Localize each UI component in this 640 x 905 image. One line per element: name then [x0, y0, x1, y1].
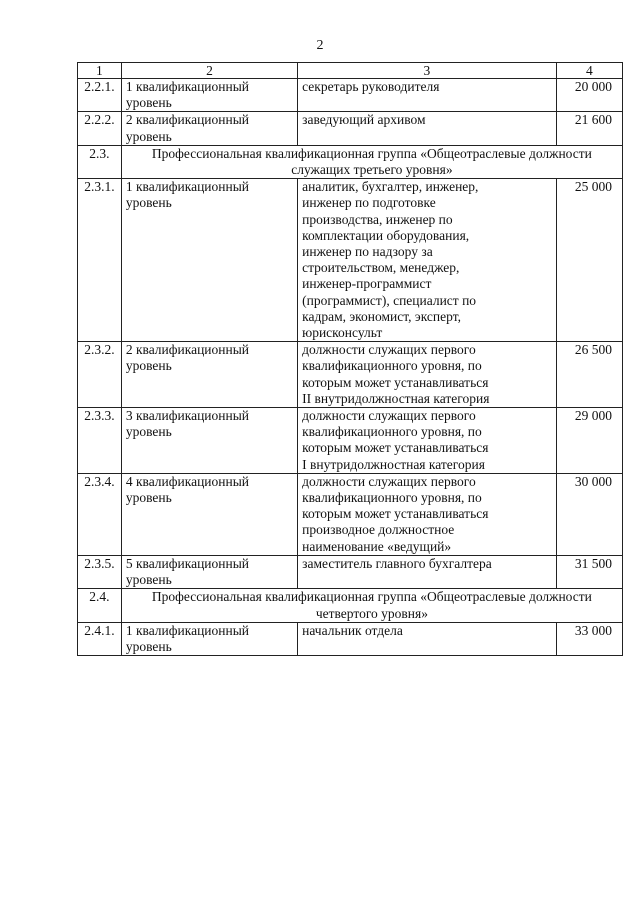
- positions: заведующий архивом: [298, 112, 557, 145]
- salary-value: 29 000: [556, 408, 622, 474]
- group-row: [78, 589, 623, 622]
- qualification-level: 1 квалификационный уровень: [121, 79, 297, 112]
- salary-value: 21 600: [556, 112, 622, 145]
- table-row: [78, 622, 623, 655]
- salary-value: 31 500: [556, 555, 622, 588]
- salary-table-body: [78, 63, 623, 656]
- row-number: 2.3.2.: [78, 342, 122, 408]
- qualification-level: 1 квалификационный уровень: [121, 179, 297, 342]
- salary-value: 33 000: [556, 622, 622, 655]
- positions: должности служащих первого квалификационного уровня, по которым может устанавливаться I внутридолжностная категория: [298, 408, 557, 474]
- positions: должности служащих первого квалификационного уровня, по которым может устанавливаться II внутридолжностная категория: [298, 342, 557, 408]
- row-number: 2.3.: [78, 145, 122, 178]
- table-row: [78, 342, 623, 408]
- group-title: Профессиональная квалификационная группа «Общеотраслевые должности четвертого уровня»: [121, 589, 622, 622]
- row-number: 2.3.3.: [78, 408, 122, 474]
- group-row: [78, 145, 623, 178]
- table-row: [78, 473, 623, 555]
- header-col-1: 1: [78, 63, 122, 79]
- table-row: [78, 408, 623, 474]
- positions: заместитель главного бухгалтера: [298, 555, 557, 588]
- qualification-level: 4 квалификационный уровень: [121, 473, 297, 555]
- group-title: Профессиональная квалификационная группа «Общеотраслевые должности служащих третьего уровня»: [121, 145, 622, 178]
- row-number: 2.4.: [78, 589, 122, 622]
- header-col-4: 4: [556, 63, 622, 79]
- salary-value: 26 500: [556, 342, 622, 408]
- page-number: 2: [316, 38, 324, 53]
- positions: должности служащих первого квалификационного уровня, по которым может устанавливаться производное должностное наименование «ведущий»: [298, 473, 557, 555]
- positions: аналитик, бухгалтер, инженер, инженер по подготовке производства, инженер по комплектации оборудования, инженер по надзору за строительством, менеджер, инженер-программист (программист), специалист по кадрам, экономист, эксперт, юрисконсульт: [298, 179, 557, 342]
- qualification-level: 2 квалификационный уровень: [121, 112, 297, 145]
- positions: секретарь руководителя: [298, 79, 557, 112]
- row-number: 2.3.4.: [78, 473, 122, 555]
- salary-value: 30 000: [556, 473, 622, 555]
- qualification-level: 3 квалификационный уровень: [121, 408, 297, 474]
- salary-value: 25 000: [556, 179, 622, 342]
- table-header-row: [78, 63, 623, 79]
- positions: начальник отдела: [298, 622, 557, 655]
- row-number: 2.2.1.: [78, 79, 122, 112]
- qualification-level: 2 квалификационный уровень: [121, 342, 297, 408]
- qualification-level: 1 квалификационный уровень: [121, 622, 297, 655]
- table-row: [78, 79, 623, 112]
- salary-value: 20 000: [556, 79, 622, 112]
- salary-table: [77, 62, 623, 656]
- table-row: [78, 112, 623, 145]
- table-row: [78, 555, 623, 588]
- table-row: [78, 179, 623, 342]
- row-number: 2.2.2.: [78, 112, 122, 145]
- qualification-level: 5 квалификационный уровень: [121, 555, 297, 588]
- row-number: 2.3.5.: [78, 555, 122, 588]
- row-number: 2.3.1.: [78, 179, 122, 342]
- row-number: 2.4.1.: [78, 622, 122, 655]
- header-col-2: 2: [121, 63, 297, 79]
- header-col-3: 3: [298, 63, 557, 79]
